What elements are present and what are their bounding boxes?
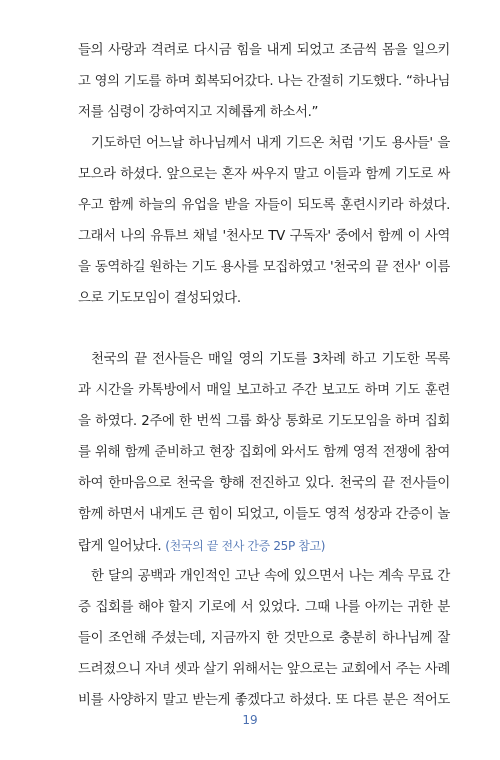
body-text-line: 비를 사양하지 말고 받는게 좋겠다고 하셨다. 또 다른 분은 적어도 — [78, 693, 450, 708]
body-text-line: 한 달의 공백과 개인적인 고난 속에 있으면서 나는 계속 무료 간 — [91, 569, 450, 584]
body-text-line: 하여 한마음으로 천국을 향해 전진하고 있다. 천국의 끝 전사들이 — [78, 476, 450, 491]
body-text-fragment: 랍게 일어났다. — [78, 539, 162, 554]
body-text-line: 으로 기도모임이 결성되었다. — [78, 291, 241, 306]
body-text-line: 를 위해 함께 준비하고 현장 집회에 와서도 함께 영적 전쟁에 참여 — [78, 445, 450, 460]
body-text-line: 모으라 하셨다. 앞으로는 혼자 싸우지 말고 이들과 함께 기도로 싸 — [78, 167, 450, 182]
body-text-line: 천국의 끝 전사들은 매일 영의 기도를 3차례 하고 기도한 목록 — [91, 352, 450, 367]
body-text-line: 함께 하면서 내게도 큰 힘이 되었고, 이들도 영적 성장과 간증이 놀 — [78, 507, 450, 522]
body-text-line: 을 동역하길 원하는 기도 용사를 모집하였고 '천국의 끝 전사' 이름 — [78, 260, 450, 275]
body-text-line: 고 영의 기도를 하며 회복되어갔다. 나는 간절히 기도했다. “하나님 — [78, 74, 450, 89]
body-text-line: 증 집회를 해야 할지 기로에 서 있었다. 그때 나를 아끼는 귀한 분 — [78, 600, 450, 615]
body-text-line: 우고 함께 하늘의 유업을 받을 자들이 되도록 훈련시키라 하셨다. — [78, 198, 450, 213]
testimony-reference: (천국의 끝 전사 간증 25P 참고) — [165, 539, 326, 553]
body-text-line: 기도하던 어느날 하나님께서 내게 기드온 처럼 '기도 용사들' 을 — [91, 136, 450, 151]
body-text-line: 을 하였다. 2주에 한 번씩 그룹 화상 통화로 기도모임을 하며 집회 — [78, 414, 450, 429]
body-text-line — [78, 536, 450, 557]
body-text-line: 드려졌으니 자녀 셋과 살기 위해서는 앞으로는 교회에서 주는 사례 — [78, 662, 450, 677]
body-text-line: 들의 사랑과 격려로 다시금 힘을 내게 되었고 조금씩 몸을 일으키 — [78, 43, 450, 58]
page-number: 19 — [242, 713, 258, 727]
body-text-line: 들이 조언해 주셨는데, 지금까지 한 것만으로 충분히 하나님께 잘 — [78, 631, 450, 646]
body-text-line: 과 시간을 카톡방에서 매일 보고하고 주간 보고도 하며 기도 훈련 — [78, 383, 450, 398]
body-text-line: 저를 심령이 강하여지고 지혜롭게 하소서.” — [78, 105, 319, 120]
body-text-line: 그래서 나의 유튜브 채널 '천사모 TV 구독자' 중에서 함께 이 사역 — [78, 229, 450, 244]
